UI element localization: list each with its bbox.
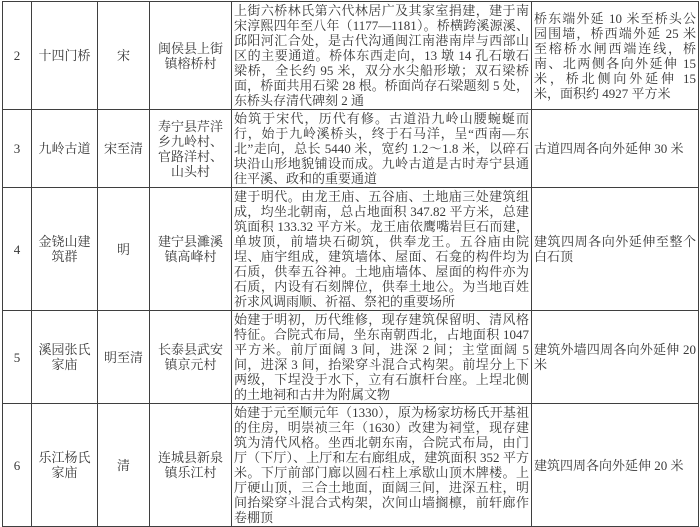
cell-description: 始建于元至顺元年（1330），原为杨家坊杨氏开基祖的住房，明崇祯三年（1630）改建为祠堂，现存建筑为清代风格。坐西北朝东南，合院式布局，由门厅（下厅）、上厅和左右廊组成，建筑面积 352 平方米。下厅前部门廊以圆石柱上承歇山顶木牌楼。上厅硬山顶，三合土地面，面阔三间，进深五柱，明间抬梁穿斗混合式构架，次间山墙搁檩，前轩廊作卷棚顶 xyxy=(232,404,532,527)
cell-description: 建于明代。由龙王庙、五谷庙、土地庙三处建筑组成，均坐北朝南，总占地面积 347.82 平方米，总建筑面积 133.32 平方米。龙王庙依鹰嘴岩巨石而建，单坡顶，前墙块石砌筑，供奉龙王。五谷庙由院埕、庙宇组成，建筑墙体、屋面、石龛的构件均为石质，供奉五谷神。土地庙墙体、屋面的构件亦为石质，内设有石刻牌位，供奉土地公。为当地百姓祈求风调雨顺、祈福、祭祀的重要场所 xyxy=(232,188,532,311)
table-row xyxy=(3,110,699,188)
cell-site-name: 九岭古道 xyxy=(32,110,98,188)
table-body xyxy=(3,2,699,527)
cell-site-name: 乐江杨氏家庙 xyxy=(32,404,98,527)
cell-serial-number: 4 xyxy=(3,188,32,311)
cell-location: 建宁县濉溪镇高峰村 xyxy=(150,188,232,311)
heritage-table xyxy=(2,1,699,527)
cell-protection-scope: 建筑四周各向外延伸 20 米 xyxy=(532,404,699,527)
cell-description: 上街六桥林氏第六代林居广及其家室捐建，建于南宋淳熙四年至八年（1177—1181）。桥横跨溪源溪、邱阳河汇合处，是古代沟通闽江南港南岸与西部山区的主要通道。桥体东西走向，13 墩 14 孔石墩石梁桥，全长约 95 米，双分水尖船形墩；双石梁桥面，桥面共用石梁 28 根。桥面尚存石梁题刻 5 处，东桥头存清代碑刻 2 通 xyxy=(232,2,532,110)
cell-era: 宋至清 xyxy=(98,110,150,188)
cell-serial-number: 5 xyxy=(3,311,32,404)
cell-era: 宋 xyxy=(98,2,150,110)
table-row xyxy=(3,404,699,527)
cell-serial-number: 2 xyxy=(3,2,32,110)
cell-site-name: 十四门桥 xyxy=(32,2,98,110)
cell-location: 连城县新泉镇乐江村 xyxy=(150,404,232,527)
cell-era: 明至清 xyxy=(98,311,150,404)
cell-protection-scope: 建筑外墙四周各向外延伸 20 米 xyxy=(532,311,699,404)
cell-era: 明 xyxy=(98,188,150,311)
cell-description: 始建于明初，历代维修，现存建筑保留明、清风格特征。合院式布局，坐东南朝西北，占地面积 1047 平方米。前厅面阔 3 间，进深 2 间；主堂面阔 5 间，进深 3 间，抬梁穿斗混合式构架。前埕分上下两级，下埕没于水下，立有石旗杆台座。上埕北侧的土地祠和古井为附属文物 xyxy=(232,311,532,404)
cell-serial-number: 6 xyxy=(3,404,32,527)
cell-site-name: 金铙山建筑群 xyxy=(32,188,98,311)
cell-description: 始筑于宋代，历代有修。古道沿九岭山腰蜿蜒而行，始于九岭溪桥头，终于石马洋，呈“西南—东北”走向，总长 5440 米，宽约 1.2～1.8 米，以碎石块沿山形地貌铺设而成。九岭古道是古时寿宁县通往平溪、政和的重要通道 xyxy=(232,110,532,188)
document-page xyxy=(2,1,698,527)
cell-serial-number: 3 xyxy=(3,110,32,188)
cell-protection-scope: 桥东端外延 10 米至桥头公园围墙，桥西端外延 25 米至榕桥水闸西端连线，桥南、北两侧各向外延伸 15 米，桥北侧向外延伸 15 米，面积约 4927 平方米 xyxy=(532,2,699,110)
table-row xyxy=(3,2,699,110)
table-row xyxy=(3,311,699,404)
table-row xyxy=(3,188,699,311)
cell-location: 闽侯县上街镇榕桥村 xyxy=(150,2,232,110)
cell-location: 长泰县武安镇京元村 xyxy=(150,311,232,404)
cell-protection-scope: 建筑四周各向外延伸至整个白石顶 xyxy=(532,188,699,311)
cell-location: 寿宁县芹洋乡九岭村、官路洋村、山头村 xyxy=(150,110,232,188)
cell-protection-scope: 古道四周各向外延伸 30 米 xyxy=(532,110,699,188)
cell-era: 清 xyxy=(98,404,150,527)
cell-site-name: 溪园张氏家庙 xyxy=(32,311,98,404)
